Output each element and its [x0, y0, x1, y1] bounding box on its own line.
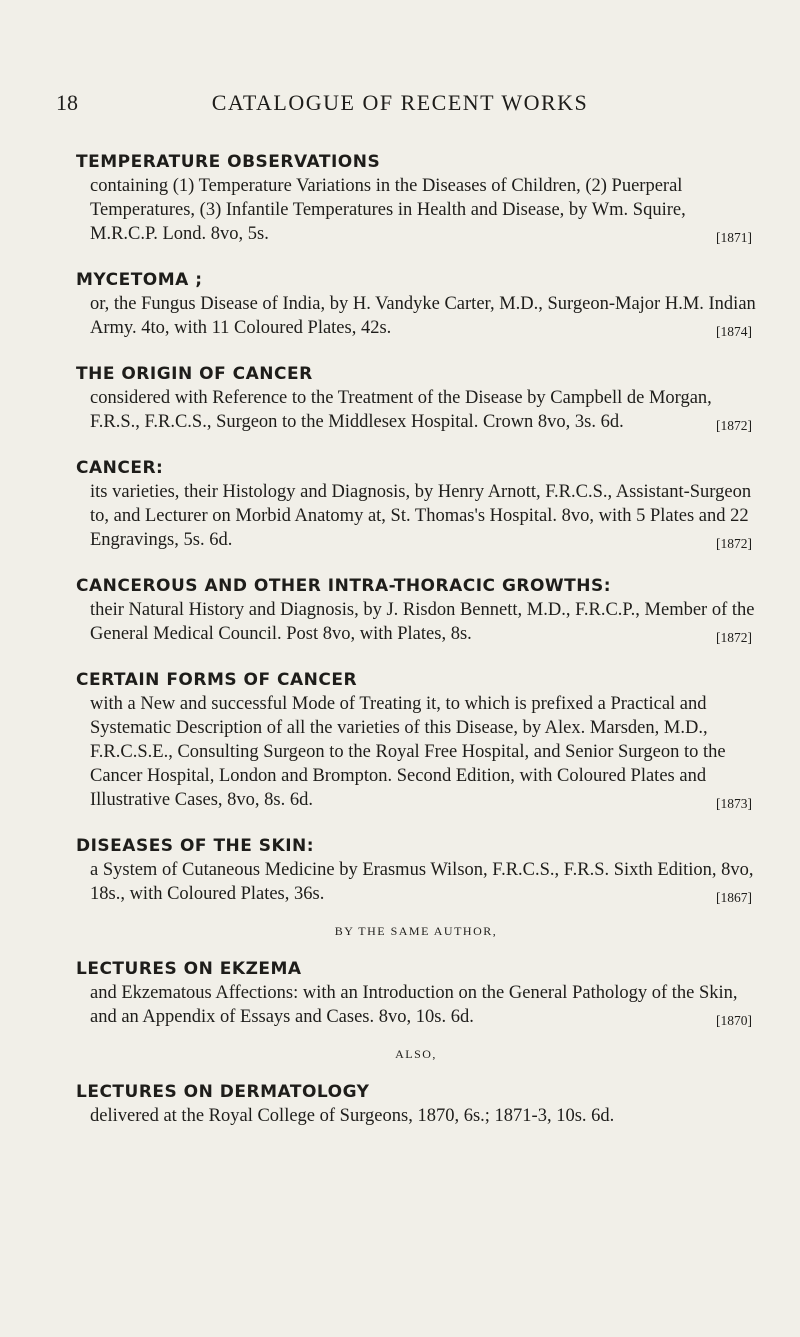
entry-text: or, the Fungus Disease of India, by H. Vandyke Carter, M.D., Surgeon-Major H.M. Indian Army. 4to, with 11 Coloured Plates, 42s.	[90, 294, 756, 338]
catalogue-entry	[76, 574, 756, 646]
entry-text: delivered at the Royal College of Surgeons, 1870, 6s.; 1871-3, 10s. 6d.	[90, 1106, 615, 1126]
same-author-divider: BY THE SAME AUTHOR,	[334, 924, 498, 938]
catalogue-entry	[76, 834, 756, 906]
catalogue-entry	[76, 268, 756, 340]
entry-year: [1871]	[716, 230, 752, 245]
entry-text: containing (1) Temperature Variations in the Diseases of Children, (2) Puerperal Temperatures, (3) Infantile Temperatures in Health and Disease, by Wm. Squire, M.R.C.P. Lond. 8vo, 5s.	[90, 176, 686, 244]
entry-text: considered with Reference to the Treatment of the Disease by Campbell de Morgan, F.R.S., F.R.C.S., Surgeon to the Middlesex Hospital. Crown 8vo, 3s. 6d.	[90, 388, 712, 432]
entry-year: [1867]	[716, 890, 752, 905]
entry-title: DISEASES OF THE SKIN:	[76, 836, 315, 856]
entry-year: [1870]	[716, 1013, 752, 1028]
entry-title: LECTURES ON EKZEMA	[76, 959, 302, 979]
catalogue-entry	[76, 150, 756, 246]
entry-description	[76, 981, 756, 1029]
catalogue-content	[76, 150, 756, 1150]
entry-year: [1873]	[716, 796, 752, 811]
entry-description	[76, 292, 756, 340]
entry-description	[76, 174, 756, 246]
entry-text: a System of Cutaneous Medicine by Erasmus Wilson, F.R.C.S., F.R.S. Sixth Edition, 8vo, 18s., with Coloured Plates, 36s.	[90, 860, 754, 904]
entry-description	[76, 1104, 756, 1128]
catalogue-entry	[76, 362, 756, 434]
catalogue-entry	[76, 957, 756, 1029]
catalogue-entry	[76, 668, 756, 812]
also-divider: ALSO,	[395, 1047, 437, 1061]
entry-year: [1872]	[716, 418, 752, 433]
page-header	[0, 90, 800, 120]
entry-description	[76, 692, 756, 812]
entry-title: TEMPERATURE OBSERVATIONS	[76, 152, 381, 172]
entry-title: THE ORIGIN OF CANCER	[76, 364, 313, 384]
entry-title: CERTAIN FORMS OF CANCER	[76, 670, 358, 690]
catalogue-entry	[76, 1080, 756, 1128]
entry-title: CANCER:	[76, 458, 164, 478]
entry-description	[76, 480, 756, 552]
entry-title: MYCETOMA ;	[76, 270, 203, 290]
entry-title: LECTURES ON DERMATOLOGY	[76, 1082, 370, 1102]
page-number: 18	[56, 90, 78, 115]
entry-year: [1874]	[716, 324, 752, 339]
entry-text: its varieties, their Histology and Diagnosis, by Henry Arnott, F.R.C.S., Assistant-Surgeon to, and Lecturer on Morbid Anatomy at, St. Thomas's Hospital. 8vo, with 5 Plates and 22 Engravings, 5s. 6d.	[90, 482, 752, 550]
entry-text: and Ekzematous Affections: with an Introduction on the General Pathology of the Skin, and an Appendix of Essays and Cases. 8vo, 10s. 6d.	[90, 983, 738, 1027]
entry-description	[76, 386, 756, 434]
entry-year: [1872]	[716, 630, 752, 645]
catalogue-entry	[76, 456, 756, 552]
entry-title: CANCEROUS AND OTHER INTRA-THORACIC GROWTHS:	[76, 576, 612, 596]
entry-year: [1872]	[716, 536, 752, 551]
running-title: CATALOGUE OF RECENT WORKS	[211, 90, 589, 115]
entry-description	[76, 598, 756, 646]
entry-text: their Natural History and Diagnosis, by J. Risdon Bennett, M.D., F.R.C.P., Member of the General Medical Council. Post 8vo, with Plates, 8s.	[90, 600, 755, 644]
entry-description	[76, 858, 756, 906]
entry-text: with a New and successful Mode of Treating it, to which is prefixed a Practical and Systematic Description of all the varieties of this Disease, by Alex. Marsden, M.D., F.R.C.S.E., Consulting Surgeon to the Royal Free Hospital, and Senior Surgeon to the Cancer Hospital, London and Brompton. Second Edition, with Coloured Plates and Illustrative Cases, 8vo, 8s. 6d.	[90, 694, 726, 810]
